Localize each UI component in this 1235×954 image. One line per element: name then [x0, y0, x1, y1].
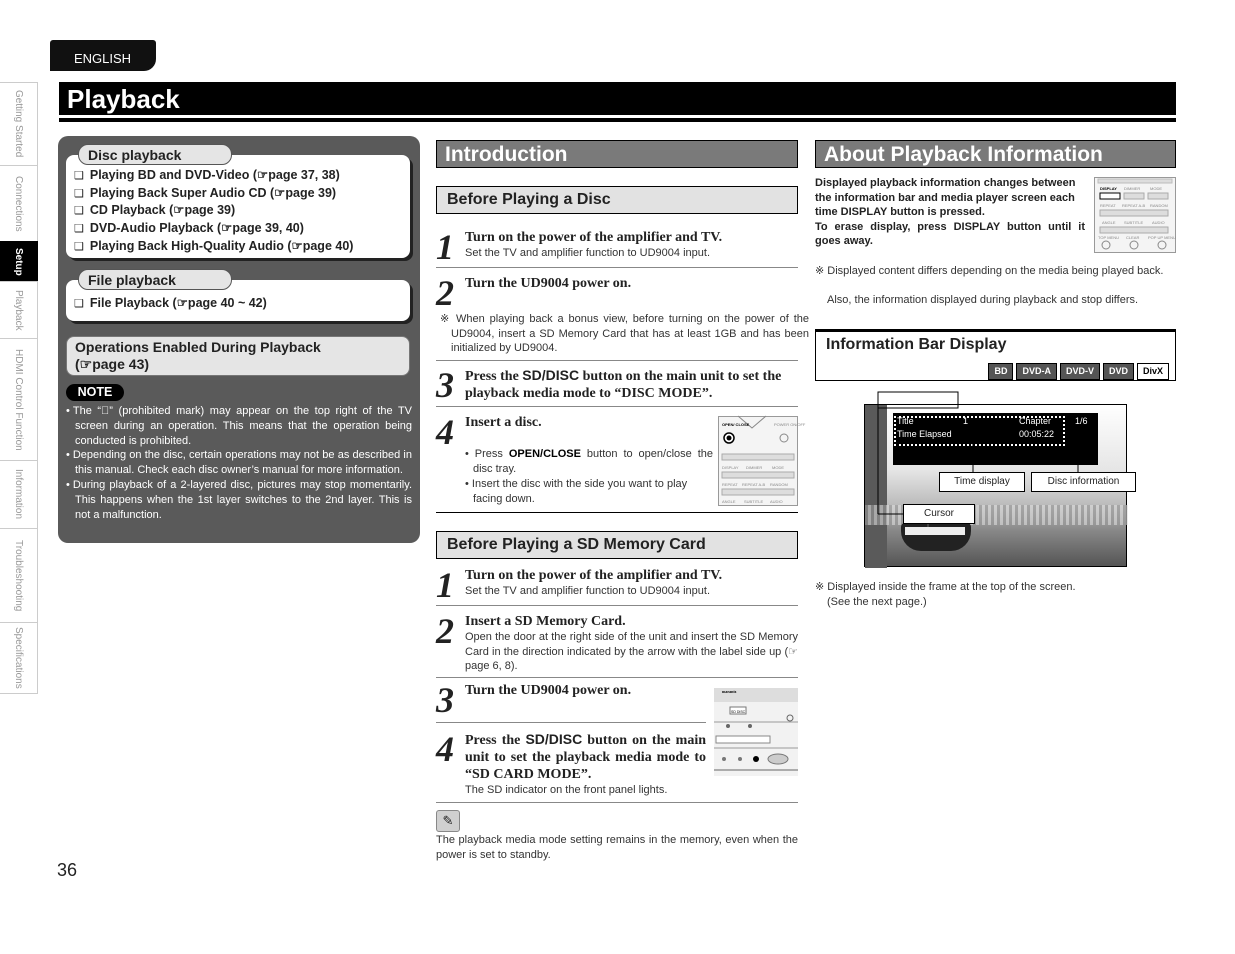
svg-text:MODE: MODE [1150, 186, 1162, 191]
memo-text: The playback media mode setting remains in the memory, even when the power is set to standby. [436, 834, 798, 861]
note-badge: NOTE [66, 384, 124, 401]
side-tab-getting-started[interactable]: Getting Started [0, 82, 38, 165]
step-heading: Turn on the power of the amplifier and TV. [465, 568, 723, 583]
disc-step-4: 4 Insert a disc. • Press OPEN/CLOSE button to open/close the disc tray. • Insert the disc with the side you want to play facing down. [436, 412, 713, 505]
callout-disc-information: Disc information [1031, 472, 1136, 492]
step-heading: Insert a disc. [465, 415, 542, 430]
note-item: • Depending on the disc, certain operations may not be as described in this manual. Check each disc owner’s manual for more information. [66, 448, 412, 478]
svg-text:ANGLE: ANGLE [1102, 220, 1116, 225]
side-tab-troubleshooting[interactable]: Troubleshooting [0, 528, 38, 622]
svg-text:SUBTITLE: SUBTITLE [744, 499, 764, 504]
side-tab-connections[interactable]: Connections [0, 165, 38, 241]
title-underline [59, 118, 1176, 122]
language-tab: ENGLISH [50, 40, 156, 71]
step-heading: Turn the UD9004 power on. [465, 276, 632, 291]
about-note-1: ※ Displayed content differs depending on the media being played back. [815, 265, 1164, 277]
left-panel [58, 136, 420, 543]
operations-page-ref: (☞page 43) [75, 356, 150, 372]
disc-step-2: 2 Turn the UD9004 power on. [436, 273, 632, 313]
list-item[interactable]: ❑ DVD-Audio Playback (☞page 39, 40) [74, 220, 353, 238]
screen-elapsed-label: Time Elapsed [897, 429, 952, 439]
screen-title-value: 1 [963, 416, 969, 426]
note-item: • During playback of a 2-layered disc, pictures may stop momentarily. This happens when the 1st layer switches to the 2nd layer. This is not a malfunction. [66, 478, 412, 522]
introduction-heading: Introduction [436, 140, 798, 168]
svg-text:DIMMER: DIMMER [746, 465, 763, 470]
sd-step-2: 2 Insert a SD Memory Card. Open the door at the right side of the unit and insert the SD Memory Card in the direction indicated by the arrow with the label side up (☞page 6, 8). [436, 611, 798, 672]
about-heading: About Playback Information [815, 140, 1176, 168]
step-heading: Turn the UD9004 power on. [465, 683, 632, 698]
svg-text:RANDOM: RANDOM [1150, 203, 1168, 208]
screen-title-label: Title [897, 416, 914, 426]
badge-bd: BD [988, 363, 1013, 380]
about-note-2: ※ Displayed inside the frame at the top of the screen. [815, 581, 1076, 593]
disc-playback-heading: Disc playback [78, 144, 232, 165]
title-bar [59, 82, 1176, 115]
info-bar-section [815, 329, 1176, 381]
side-tab-setup[interactable]: Setup [0, 241, 38, 281]
svg-text:POP UP MENU: POP UP MENU [1148, 235, 1176, 240]
svg-text:SUBTITLE: SUBTITLE [1124, 220, 1144, 225]
svg-text:DIMMER: DIMMER [1124, 186, 1141, 191]
list-item[interactable]: ❑ File Playback (☞page 40 ~ 42) [74, 295, 267, 313]
step-desc: The SD indicator on the front panel lights. [465, 784, 668, 796]
disc-step-3: 3 Press the SD/DISC button on the main unit to set the playback media mode to “DISC MODE”. [436, 367, 798, 407]
list-item[interactable]: ❑ Playing Back Super Audio CD (☞page 39) [74, 185, 353, 203]
before-disc-heading: Before Playing a Disc [436, 186, 798, 214]
sd-step-1: 1 Turn on the power of the amplifier and TV. Set the TV and amplifier function to UD9004 input. [436, 565, 723, 605]
step-heading: Turn on the power of the amplifier and TV. [465, 230, 723, 245]
badge-divx: DivX [1137, 363, 1169, 380]
svg-text:RANDOM: RANDOM [770, 482, 788, 487]
file-playback-heading: File playback [78, 269, 232, 290]
svg-text:AUDIO: AUDIO [1152, 220, 1165, 225]
svg-text:DISPLAY: DISPLAY [722, 465, 739, 470]
note-item: • The “⃠” (prohibited mark) may appear on the top right of the TV screen during an operation. This means that the operation being conducted is prohibited. [66, 404, 412, 448]
svg-text:marantz: marantz [722, 689, 737, 694]
list-item[interactable]: ❑ Playing BD and DVD-Video (☞page 37, 38) [74, 167, 353, 185]
memo-pencil-icon: ✎ [436, 810, 460, 832]
note-list [66, 404, 412, 522]
svg-text:CLEAR: CLEAR [1126, 235, 1140, 240]
badge-dvd: DVD [1103, 363, 1134, 380]
badge-dvd-v: DVD-V [1060, 363, 1100, 380]
svg-text:DISPLAY: DISPLAY [1100, 186, 1117, 191]
callout-time-display: Time display [939, 472, 1025, 492]
operations-title: Operations Enabled During Playback [75, 339, 321, 355]
operations-box[interactable] [66, 336, 410, 376]
info-bar-title: Information Bar Display [826, 336, 1007, 353]
step-bullet: • Press OPEN/CLOSE button to open/close the disc tray. [465, 448, 713, 475]
step-heading: Press the SD/DISC button on the main unit to set the playback media mode to “SD CARD MODE”. [465, 731, 706, 782]
media-badges [985, 361, 1169, 380]
side-tabs [0, 82, 38, 694]
svg-text:REPEAT A-B: REPEAT A-B [742, 482, 766, 487]
remote-display-illustration [1094, 177, 1176, 253]
side-tab-information[interactable]: Information [0, 460, 38, 528]
page-number: 36 [57, 860, 78, 880]
remote-open-close-illustration [718, 416, 806, 506]
badge-dvd-a: DVD-A [1016, 363, 1057, 380]
side-tab-hdmi-control[interactable]: HDMI Control Function [0, 338, 38, 460]
svg-text:SD DISC: SD DISC [731, 710, 746, 714]
side-tab-specifications[interactable]: Specifications [0, 622, 38, 694]
svg-text:REPEAT A-B: REPEAT A-B [1122, 203, 1146, 208]
about-note-1b: Also, the information displayed during playback and stop differs. [827, 294, 1139, 306]
screen-chapter-value: 1/6 [1075, 416, 1088, 426]
disc-step-2-note: ※ When playing back a bonus view, before turning on the power of the UD9004, insert a SD Memory Card that has at least 1GB and has been initialized by UD9004. [440, 313, 809, 354]
svg-text:TOP MENU: TOP MENU [1098, 235, 1119, 240]
screen-elapsed-value: 00:05:22 [1019, 429, 1055, 439]
before-sd-heading: Before Playing a SD Memory Card [436, 531, 798, 559]
callout-cursor: Cursor [903, 504, 975, 524]
svg-text:AUDIO: AUDIO [770, 499, 783, 504]
svg-text:ANGLE: ANGLE [722, 499, 736, 504]
side-tab-playback[interactable]: Playback [0, 281, 38, 338]
step-desc: Open the door at the right side of the unit and insert the SD Memory Card in the direction indicated by the arrow with the label side up (☞page 6, 8). [465, 631, 798, 672]
about-description: Displayed playback information changes between the information bar and media player screen each time DISPLAY button is pressed. To erase display, press DISPLAY button until it goes away. [815, 177, 1085, 248]
front-panel-illustration [714, 688, 798, 776]
disc-step-1: 1 Turn on the power of the amplifier and TV. Set the TV and amplifier function to UD9004 input. [436, 227, 723, 267]
step-desc: Set the TV and amplifier function to UD9004 input. [465, 585, 710, 597]
screen-chapter-label: Chapter [1019, 416, 1052, 426]
svg-text:MODE: MODE [772, 465, 784, 470]
step-heading: Press the SD/DISC button on the main unit to set the playback media mode to “DISC MODE”. [465, 367, 782, 401]
step-heading: Insert a SD Memory Card. [465, 614, 626, 629]
svg-text:OPEN/ CLOSE: OPEN/ CLOSE [722, 422, 750, 427]
list-item[interactable]: ❑ Playing Back High-Quality Audio (☞page 40) [74, 238, 353, 256]
list-item[interactable]: ❑ CD Playback (☞page 39) [74, 202, 353, 220]
step-desc: Set the TV and amplifier function to UD9004 input. [465, 247, 710, 259]
step-bullet: • Insert the disc with the side you want to play facing down. [465, 478, 688, 505]
svg-text:REPEAT: REPEAT [1100, 203, 1116, 208]
sd-step-3: 3 Turn the UD9004 power on. [436, 680, 632, 720]
file-playback-list [74, 295, 267, 313]
disc-playback-box [66, 155, 410, 258]
sd-step-4: 4 Press the SD/DISC button on the main unit to set the playback media mode to “SD CARD MODE”. The SD indicator on the front panel lights. [436, 729, 706, 796]
disc-playback-list [74, 167, 353, 255]
svg-text:REPEAT: REPEAT [722, 482, 738, 487]
about-note-2b: (See the next page.) [827, 596, 927, 608]
svg-text:POWER ON/OFF: POWER ON/OFF [774, 422, 806, 427]
page-title: Playback [67, 84, 180, 114]
